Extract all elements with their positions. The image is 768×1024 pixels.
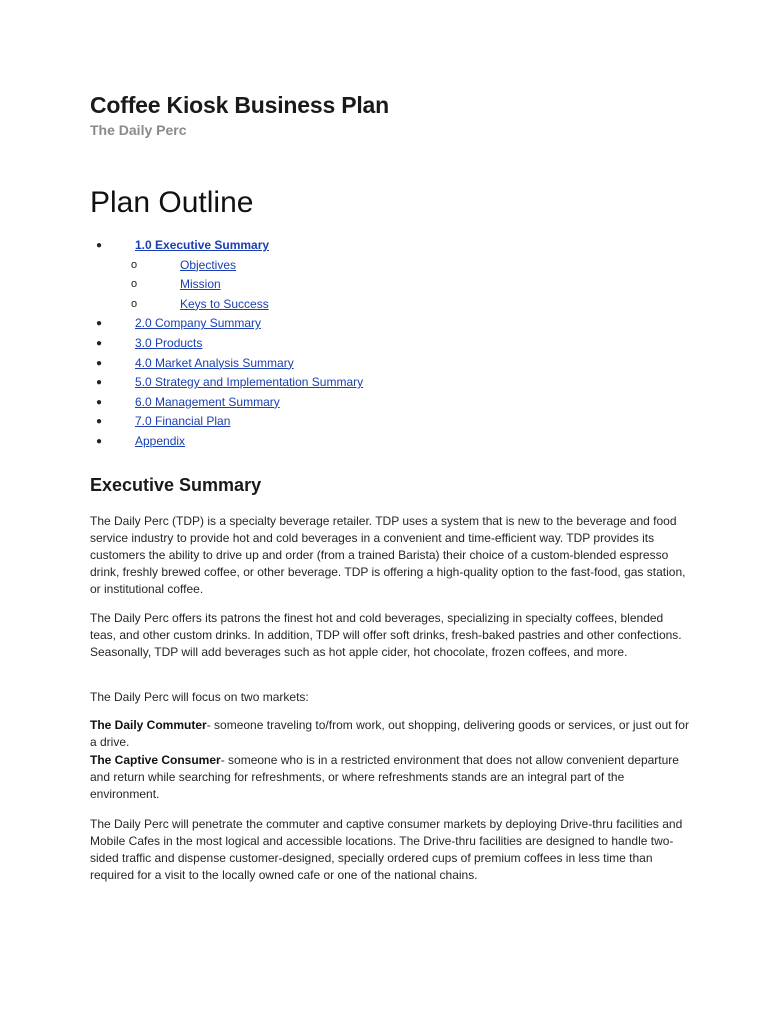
bullet-icon: ● xyxy=(96,435,103,447)
outline-item-strategy xyxy=(0,373,768,393)
outline-item-mission xyxy=(0,275,768,295)
executive-summary-paragraph-2: The Daily Perc offers its patrons the finest hot and cold beverages, specializing in specialty coffees, blended teas, and other custom drinks. In addition, TDP will offer soft drinks, fresh-baked pastries and other confections. Seasonally, TDP will add beverages such as hot apple cider, hot chocolate, frozen coffees, and more. xyxy=(90,611,682,659)
executive-summary-paragraph-4: The Daily Perc will penetrate the commuter and captive consumer markets by deploying Drive-thru facilities and Mobile Cafes in the most logical and accessible locations. The Drive-thru facilities are designed to handle two-sided traffic and dispense customer-designed, specially ordered cups of premium coffees in less time than required for a visit to the locally owned cafe or one of the national chains. xyxy=(90,817,683,882)
bullet-icon: ● xyxy=(96,416,103,428)
bullet-icon: ● xyxy=(96,240,103,251)
outline-item-market-analysis xyxy=(0,354,768,374)
market-captive-consumer xyxy=(90,752,690,803)
link-management-summary[interactable]: 6.0 Management Summary xyxy=(135,394,280,409)
executive-summary-heading: Executive Summary xyxy=(90,475,262,495)
bullet-icon: ● xyxy=(96,357,103,369)
market-description-daily-commuter: - someone traveling to/from work, out shopping, delivering goods or services, or just out for a drive. xyxy=(90,718,689,749)
sub-bullet-icon: o xyxy=(131,297,138,310)
document-subtitle: The Daily Perc xyxy=(90,122,187,138)
link-appendix[interactable]: Appendix xyxy=(135,433,186,448)
bullet-icon: ● xyxy=(96,337,103,349)
document-title: Coffee Kiosk Business Plan xyxy=(90,92,389,118)
market-daily-commuter xyxy=(90,717,690,751)
link-mission[interactable]: Mission xyxy=(180,277,221,292)
market-description-captive-consumer: - someone who is in a restricted environment that does not allow convenient departure and return while searching for refreshments, or where refreshments stands are an integral part of the environment. xyxy=(90,753,679,801)
market-term-daily-commuter: The Daily Commuter xyxy=(90,718,207,732)
outline-item-keys-to-success xyxy=(0,295,768,315)
outline-item-company-summary xyxy=(0,314,768,334)
outline-item-objectives xyxy=(0,256,768,276)
sub-bullet-icon: o xyxy=(131,278,138,291)
bullet-icon: ● xyxy=(96,396,103,408)
plan-outline-list xyxy=(0,236,768,452)
outline-item-management xyxy=(0,393,768,413)
outline-item-appendix xyxy=(0,432,768,452)
sub-bullet-icon: o xyxy=(131,258,138,271)
link-market-analysis-summary[interactable]: 4.0 Market Analysis Summary xyxy=(135,355,294,370)
link-strategy-implementation-summary[interactable]: 5.0 Strategy and Implementation Summary xyxy=(135,375,364,390)
outline-item-products xyxy=(0,334,768,354)
link-executive-summary[interactable]: 1.0 Executive Summary xyxy=(135,238,270,252)
executive-summary-paragraph-1: The Daily Perc (TDP) is a specialty beverage retailer. TDP uses a system that is new to the beverage and food service industry to provide hot and cold beverages in a convenient and time-efficient way. TDP provides its customers the ability to drive up and order (from a trained Barista) their choice of a custom-blended espresso drink, freshly brewed coffee, or other beverage. TDP is offering a high-quality option to the fast-food, gas station, or institutional coffee. xyxy=(90,514,686,596)
plan-outline-heading: Plan Outline xyxy=(90,186,254,219)
link-keys-to-success[interactable]: Keys to Success xyxy=(180,296,269,311)
outline-item-financial-plan xyxy=(0,412,768,432)
market-term-captive-consumer: The Captive Consumer xyxy=(90,753,221,767)
link-financial-plan[interactable]: 7.0 Financial Plan xyxy=(135,414,231,429)
link-company-summary[interactable]: 2.0 Company Summary xyxy=(135,316,262,331)
executive-summary-paragraph-3: The Daily Perc will focus on two markets: xyxy=(90,690,309,704)
link-products[interactable]: 3.0 Products xyxy=(135,335,203,350)
bullet-icon: ● xyxy=(96,318,103,330)
outline-item-executive-summary xyxy=(0,236,768,256)
bullet-icon: ● xyxy=(96,377,103,389)
link-objectives[interactable]: Objectives xyxy=(180,257,237,272)
